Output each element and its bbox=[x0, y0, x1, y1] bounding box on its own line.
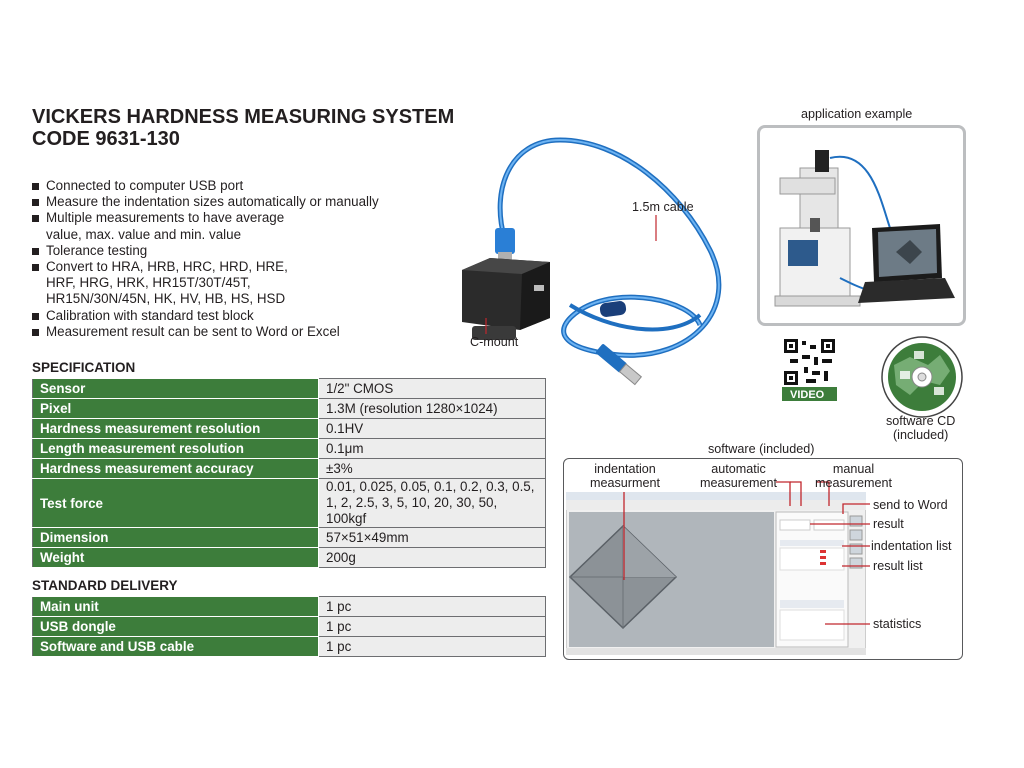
feature-item: Measurement result can be sent to Word or Excel bbox=[30, 324, 450, 340]
callout-indentation-list: indentation list bbox=[871, 539, 952, 553]
spec-value: 1.3M (resolution 1280×1024) bbox=[319, 399, 546, 419]
delivery-label: Main unit bbox=[33, 597, 319, 617]
spec-label: Hardness measurement accuracy bbox=[33, 459, 319, 479]
software-included-label: software (included) bbox=[708, 442, 815, 456]
spec-row bbox=[33, 479, 546, 528]
spec-value: 0.1μm bbox=[319, 439, 546, 459]
delivery-label: Software and USB cable bbox=[33, 637, 319, 657]
application-example-label: application example bbox=[801, 107, 913, 121]
spec-row bbox=[33, 459, 546, 479]
spec-row bbox=[33, 399, 546, 419]
spec-row bbox=[33, 439, 546, 459]
product-title bbox=[32, 106, 454, 150]
callout-statistics: statistics bbox=[873, 617, 922, 631]
delivery-heading: STANDARD DELIVERY bbox=[32, 578, 178, 593]
spec-value: 0.01, 0.025, 0.05, 0.1, 0.2, 0.3, 0.5, 1, 2, 2.5, 3, 5, 10, 20, 30, 50, 100kgf bbox=[319, 479, 546, 528]
cable-pointer-line bbox=[652, 215, 662, 243]
delivery-row bbox=[33, 637, 546, 657]
cable-length-label: 1.5m cable bbox=[632, 200, 694, 214]
feature-item: Convert to HRA, HRB, HRC, HRD, HRE, HRF, HRG, HRK, HR15T/30T/45T, HR15N/30N/45N, HK, HV, HB, HS, HSD bbox=[30, 259, 450, 308]
spec-value: ±3% bbox=[319, 459, 546, 479]
feature-item: Multiple measurements to have average value, max. value and min. value bbox=[30, 210, 450, 242]
spec-row bbox=[33, 419, 546, 439]
qr-video-badge: VIDEO bbox=[790, 389, 825, 401]
spec-label: Weight bbox=[33, 548, 319, 568]
spec-label: Test force bbox=[33, 479, 319, 528]
software-cd-icon bbox=[880, 335, 964, 419]
delivery-table bbox=[32, 596, 546, 657]
spec-label: Hardness measurement resolution bbox=[33, 419, 319, 439]
spec-row bbox=[33, 528, 546, 548]
spec-label: Dimension bbox=[33, 528, 319, 548]
callout-result: result bbox=[873, 517, 904, 531]
software-cd-label: software CD (included) bbox=[886, 414, 956, 442]
spec-label: Length measurement resolution bbox=[33, 439, 319, 459]
feature-item: Tolerance testing bbox=[30, 243, 450, 259]
cmount-pointer-line bbox=[482, 318, 492, 334]
specification-heading: SPECIFICATION bbox=[32, 360, 136, 375]
spec-row bbox=[33, 548, 546, 568]
spec-label: Sensor bbox=[33, 379, 319, 399]
feature-item: Calibration with standard test block bbox=[30, 308, 450, 324]
callout-manual-measurement: manual measurement bbox=[815, 462, 892, 490]
delivery-value: 1 pc bbox=[319, 617, 546, 637]
spec-value: 57×51×49mm bbox=[319, 528, 546, 548]
specification-table bbox=[32, 378, 546, 568]
feature-item: Connected to computer USB port bbox=[30, 178, 450, 194]
product-code: CODE 9631-130 bbox=[32, 128, 180, 150]
feature-list bbox=[30, 178, 450, 340]
delivery-value: 1 pc bbox=[319, 597, 546, 617]
spec-value: 200g bbox=[319, 548, 546, 568]
feature-item: Measure the indentation sizes automatically or manually bbox=[30, 194, 450, 210]
delivery-row bbox=[33, 617, 546, 637]
delivery-value: 1 pc bbox=[319, 637, 546, 657]
product-title-line1: VICKERS HARDNESS MEASURING SYSTEM bbox=[32, 106, 455, 128]
callout-indentation-measurement: indentation measurment bbox=[590, 462, 660, 490]
delivery-row bbox=[33, 597, 546, 617]
spec-value: 0.1HV bbox=[319, 419, 546, 439]
hardness-tester-image bbox=[760, 128, 963, 323]
cmount-label: C-mount bbox=[470, 335, 519, 349]
spec-label: Pixel bbox=[33, 399, 319, 419]
delivery-label: USB dongle bbox=[33, 617, 319, 637]
callout-automatic-measurement: automatic measurement bbox=[700, 462, 777, 490]
application-example-frame bbox=[757, 125, 966, 326]
callout-result-list: result list bbox=[873, 559, 923, 573]
camera-usb-cable-image bbox=[450, 130, 750, 390]
callout-send-to-word: send to Word bbox=[873, 498, 948, 512]
spec-value: 1/2" CMOS bbox=[319, 379, 546, 399]
